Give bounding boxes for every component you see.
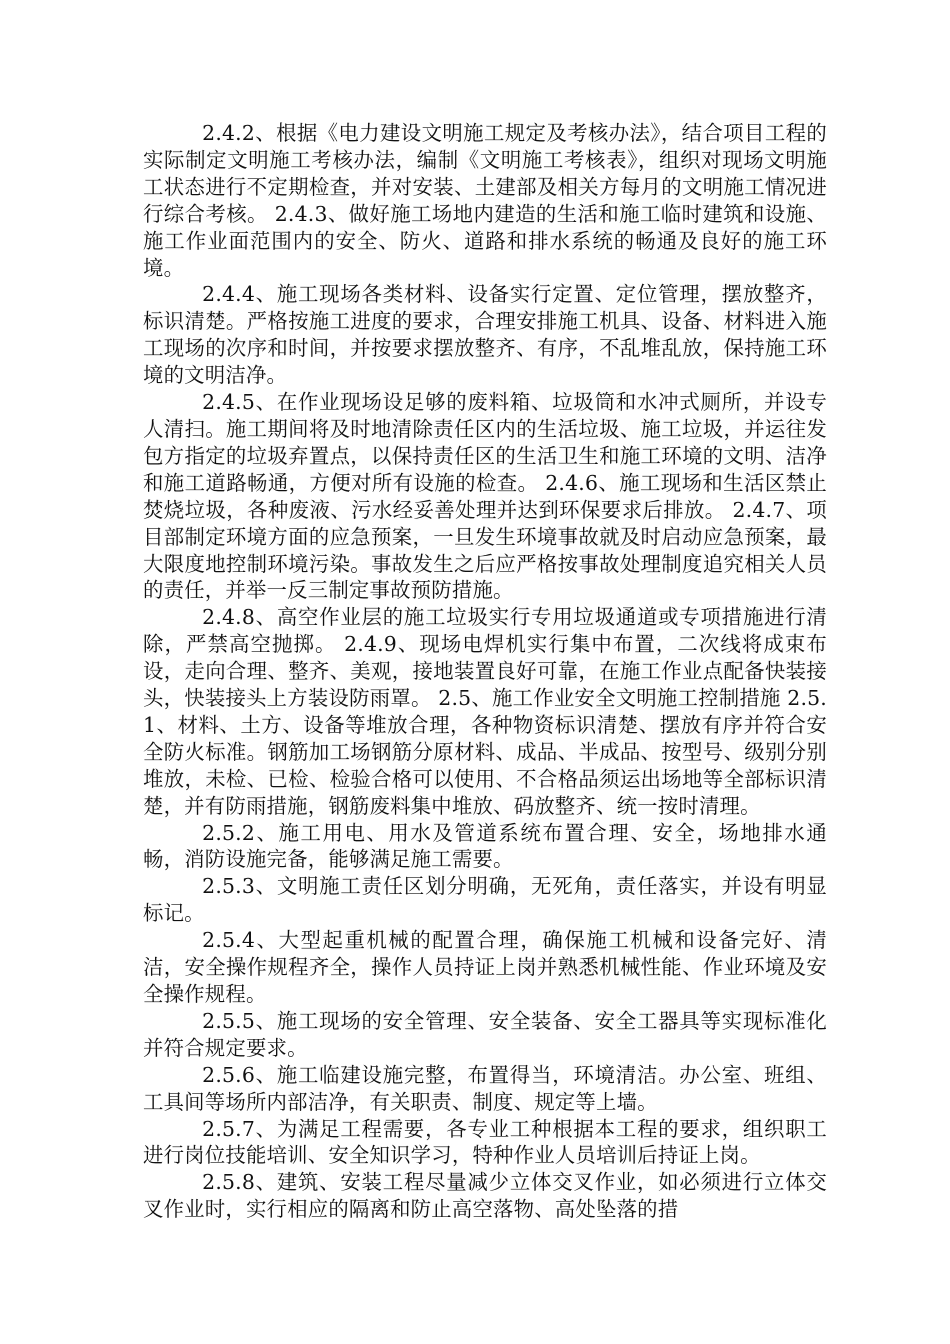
- document-body: [143, 120, 827, 1223]
- paragraph-2-5-2: 2.5.2、施工用电、用水及管道系统布置合理、安全，场地排水通畅，消防设施完备，能够满足施工需要。: [143, 820, 827, 872]
- paragraph-2-4-4: 2.4.4、施工现场各类材料、设备实行定置、定位管理，摆放整齐，标识清楚。严格按施工进度的要求，合理安排施工机具、设备、材料进入施工现场的次序和时间，并按要求摆放整齐、有序，不乱堆乱放，保持施工环境的文明洁净。: [143, 282, 827, 388]
- paragraph-2-5-7: 2.5.7、为满足工程需要，各专业工种根据本工程的要求，组织职工进行岗位技能培训、安全知识学习，特种作业人员培训后持证上岗。: [143, 1116, 827, 1168]
- paragraph-2-4-8: 2.4.8、高空作业层的施工垃圾实行专用垃圾通道或专项措施进行清除，严禁高空抛掷。 2.4.9、现场电焊机实行集中布置，二次线将成束布设，走向合理、整齐、美观，接地装置良好可靠，在施工作业点配备快装接头，快装接头上方装设防雨罩。 2.5、施工作业安全文明施工控制措施 2.5.1、材料、土方、设备等堆放合理，各种物资标识清楚、摆放有序并符合安全防火标准。钢筋加工场钢筋分原材料、成品、半成品、按型号、级别分别堆放，未检、已检、检验合格可以使用、不合格品须运出场地等全部标识清楚，并有防雨措施，钢筋废料集中堆放、码放整齐、统一按时清理。: [143, 605, 827, 818]
- paragraph-2-4-5: 2.4.5、在作业现场设足够的废料箱、垃圾筒和水冲式厕所，并设专人清扫。施工期间将及时地清除责任区内的生活垃圾、施工垃圾，并运往发包方指定的垃圾弃置点，以保持责任区的生活卫生和施工环境的文明、洁净和施工道路畅通，方便对所有设施的检查。 2.4.6、施工现场和生活区禁止焚烧垃圾，各种废液、污水经妥善处理并达到环保要求后排放。 2.4.7、项目部制定环境方面的应急预案，一旦发生环境事故就及时启动应急预案，最大限度地控制环境污染。事故发生之后应严格按事故处理制度追究相关人员的责任，并举一反三制定事故预防措施。: [143, 390, 827, 603]
- paragraph-2-5-6: 2.5.6、施工临建设施完整，布置得当，环境清洁。办公室、班组、工具间等场所内部洁净，有关职责、制度、规定等上墙。: [143, 1062, 827, 1114]
- paragraph-2-5-3: 2.5.3、文明施工责任区划分明确，无死角，责任落实，并设有明显标记。: [143, 874, 827, 926]
- paragraph-2-5-4: 2.5.4、大型起重机械的配置合理，确保施工机械和设备完好、清洁，安全操作规程齐全，操作人员持证上岗并熟悉机械性能、作业环境及安全操作规程。: [143, 928, 827, 1006]
- paragraph-2-5-8: 2.5.8、建筑、安装工程尽量减少立体交叉作业，如必须进行立体交叉作业时，实行相应的隔离和防止高空落物、高处坠落的措: [143, 1170, 827, 1222]
- paragraph-2-4-2: 2.4.2、根据《电力建设文明施工规定及考核办法》，结合项目工程的实际制定文明施工考核办法，编制《文明施工考核表》，组织对现场文明施工状态进行不定期检查，并对安装、土建部及相关方每月的文明施工情况进行综合考核。 2.4.3、做好施工场地内建造的生活和施工临时建筑和设施、施工作业面范围内的安全、防火、道路和排水系统的畅通及良好的施工环境。: [143, 121, 827, 280]
- paragraph-2-5-5: 2.5.5、施工现场的安全管理、安全装备、安全工器具等实现标准化并符合规定要求。: [143, 1008, 827, 1060]
